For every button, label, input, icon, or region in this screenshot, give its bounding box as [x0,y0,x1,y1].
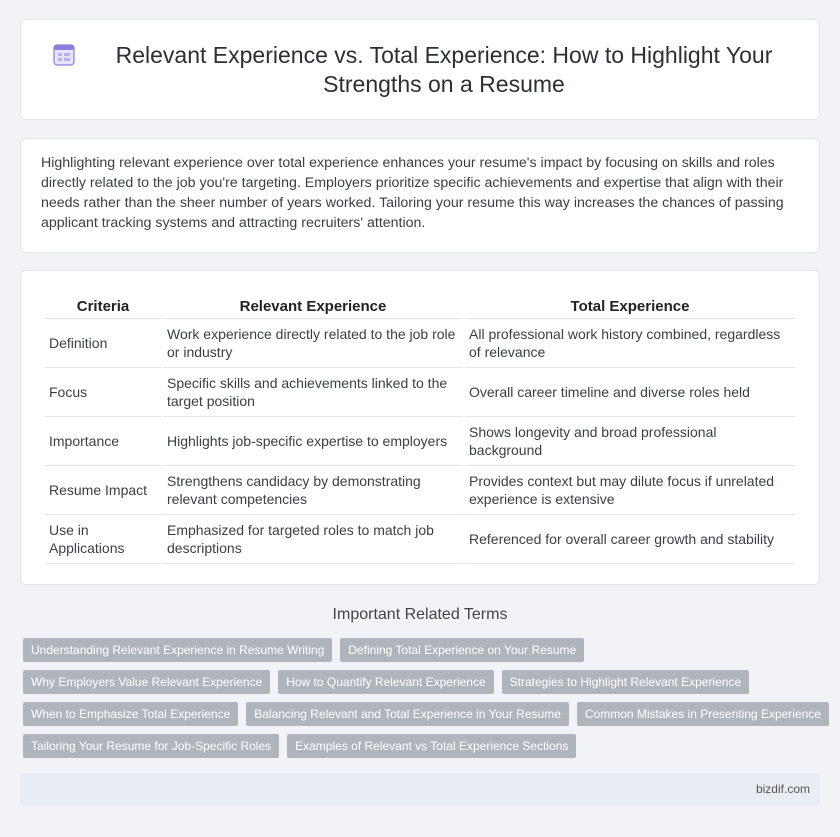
cell-total: Overall career timeline and diverse roles held [465,368,795,417]
related-term-tag[interactable]: When to Emphasize Total Experience [23,702,238,726]
related-term-tag[interactable]: Balancing Relevant and Total Experience in Your Resume [246,702,569,726]
cell-relevant: Work experience directly related to the job role or industry [163,319,463,368]
related-term-tag[interactable]: Examples of Relevant vs Total Experience Sections [287,734,576,758]
cell-criteria: Use in Applications [45,515,161,564]
cell-criteria: Importance [45,417,161,466]
footer [20,773,820,806]
table-header-row [45,296,795,319]
related-term-tag[interactable]: Defining Total Experience on Your Resume [340,638,584,662]
related-term-tag[interactable]: Strategies to Highlight Relevant Experience [502,670,749,694]
related-term-tag[interactable]: Understanding Relevant Experience in Resume Writing [23,638,332,662]
cell-criteria: Focus [45,368,161,417]
related-term-tag[interactable]: How to Quantify Relevant Experience [278,670,493,694]
cell-relevant: Emphasized for targeted roles to match job descriptions [163,515,463,564]
header-relevant: Relevant Experience [163,296,463,319]
comparison-table [43,296,797,564]
related-terms-heading: Important Related Terms [332,606,508,623]
cell-criteria: Resume Impact [45,466,161,515]
table-row [45,368,795,417]
table-row [45,515,795,564]
header-criteria: Criteria [45,296,161,319]
table-row [45,319,795,368]
related-terms-list [23,638,823,766]
table-row [45,417,795,466]
page-title: Relevant Experience vs. Total Experience: How to Highlight Your Strengths on a Resume [115,41,773,97]
cell-relevant: Specific skills and achievements linked to the target position [163,368,463,417]
comparison-card [20,270,820,585]
related-term-tag[interactable]: Why Employers Value Relevant Experience [23,670,270,694]
table-row [45,466,795,515]
cell-total: All professional work history combined, regardless of relevance [465,319,795,368]
footer-brand[interactable]: bizdif.com [755,782,810,796]
document-icon [51,42,77,68]
cell-total: Referenced for overall career growth and stability [465,515,795,564]
header-total: Total Experience [465,296,795,319]
related-term-tag[interactable]: Common Mistakes in Presenting Experience [577,702,829,726]
cell-relevant: Strengthens candidacy by demonstrating relevant competencies [163,466,463,515]
cell-criteria: Definition [45,319,161,368]
related-term-tag[interactable]: Tailoring Your Resume for Job-Specific Roles [23,734,279,758]
cell-total: Provides context but may dilute focus if unrelated experience is extensive [465,466,795,515]
cell-relevant: Highlights job-specific expertise to employers [163,417,463,466]
title-card [20,19,820,120]
intro-paragraph: Highlighting relevant experience over total experience enhances your resume's impact by focusing on skills and roles directly related to the job you're targeting. Employers prioritize specific achievements and expertise that align with their needs rather than the sheer number of years worked. Tailoring your resume this way increases the chances of passing applicant tracking systems and attracting recruiters' attention. [41,155,784,231]
cell-total: Shows longevity and broad professional background [465,417,795,466]
intro-card [20,138,820,253]
